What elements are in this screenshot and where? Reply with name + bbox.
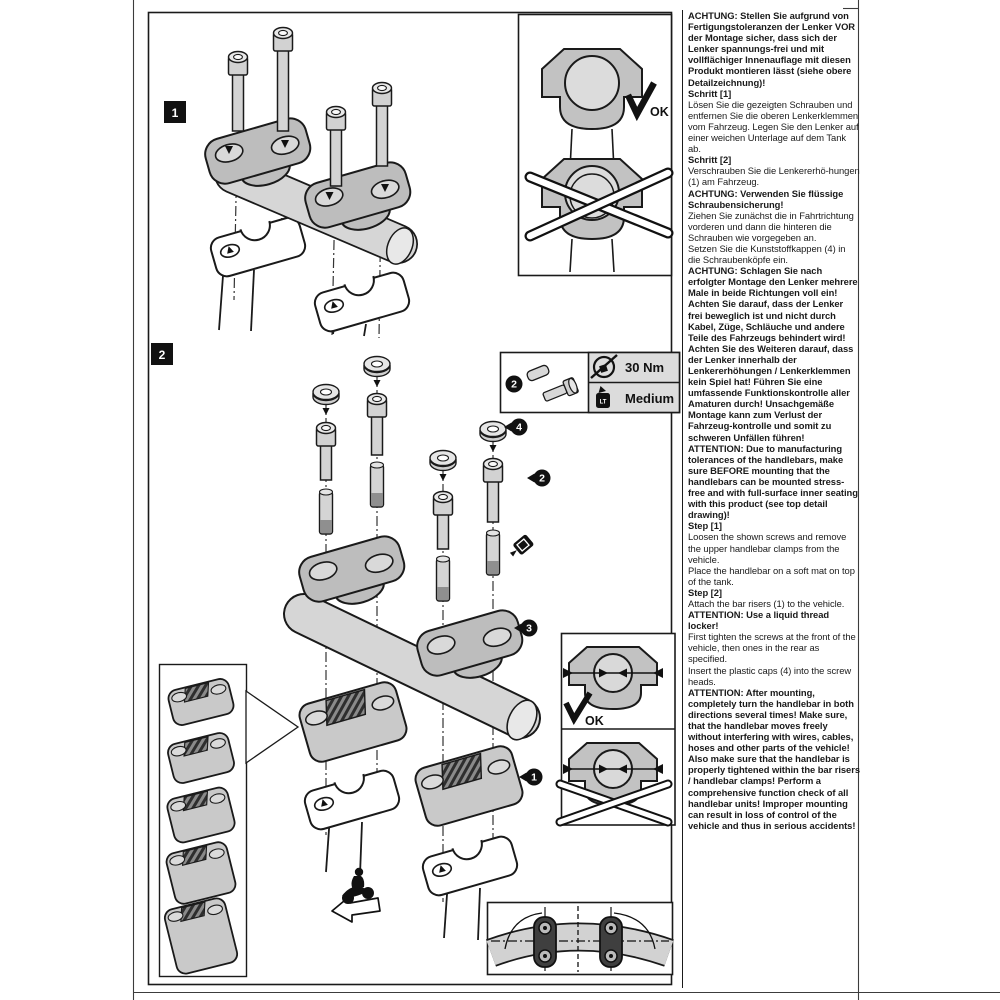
- step-badge-1-label: 1: [171, 106, 179, 120]
- torque-spec-box: [501, 353, 680, 413]
- en-step2-body2: First tighten the screws at the front of the vehicle, then ones in the rear as specified.: [688, 631, 856, 665]
- torque-value: 30 Nm: [625, 360, 665, 375]
- bar-clamp: [534, 917, 556, 967]
- svg-text:LT: LT: [599, 399, 607, 406]
- en-attention-premount: ATTENTION: Due to manufacturing tolerances of the handlebars, make sure BEFORE mounting that the handlebars can be mounted stress-free and with full-surface inner seating with this product (see top detail drawing)!: [688, 442, 858, 521]
- svg-text:4: 4: [516, 421, 522, 434]
- alignment-detail-box: [488, 903, 673, 975]
- bar-clamp: [600, 917, 622, 967]
- de-step2-body2: Ziehen Sie zunächst die in Fahrtrichtung vorderen und dann die hinteren die Schrauben wie vorgegeben an.: [688, 209, 854, 243]
- de-step2-body: Verschrauben Sie die Lenkererhö-hungen (1) am Fahrzeug.: [688, 165, 860, 188]
- ok-label: OK: [650, 105, 669, 119]
- en-step1-body2: Place the handlebar on a soft mat on top of the tank.: [688, 564, 855, 587]
- en-step2-body: Attach the bar risers (1) to the vehicle.: [688, 597, 845, 609]
- step-badge-2: [151, 343, 173, 365]
- instructions-column: [682, 10, 860, 988]
- svg-text:3: 3: [526, 622, 532, 635]
- ok-label: OK: [585, 714, 604, 728]
- threadlocked-stud: [320, 489, 333, 534]
- en-attention-final: ATTENTION: After mounting, completely turn the handlebar in both directions several times! Make sure, that the handlebar moves freely without interfering with wires, cables, hoses and other parts of the vehicle! Also make sure that the handlebar is properly tightened within the bar risers / handlebar clamps! Perform a comprehensive function check of all handlebar units! Improper mounting can result in loss of control of the vehicle and thus in serious accidents!: [688, 686, 860, 831]
- en-step1-body: Loosen the shown screws and remove the upper handlebar clamps from the vehicle.: [688, 531, 847, 565]
- de-attention-final: ACHTUNG: Schlagen Sie nach erfolgter Montage den Lenker mehrere Male in beide Richtungen voll ein! Achten Sie darauf, dass der Lenker frei beweglich ist und nicht durch Kabel, Züge, Schläuche und andere Teile des Fahrzeugs behindert wird! Achten Sie des Weiteren darauf, dass der Lenker innerhalb der Lenkererhöhungen / Lenkerklemmen kein Spiel hat! Führen Sie eine umfassende Funktionskontrolle aller Amaturen durch! Unsachgemäße Montage kann zum Verlust der Fahrzeug-kontrolle und somit zu schweren Unfällen führen!: [688, 265, 858, 443]
- en-step1-title: Step [1]: [688, 520, 722, 532]
- de-attention-premount: ACHTUNG: Stellen Sie aufgrund von Fertigungstoleranzen der Lenker VOR der Montage sicher, dass sich der Lenker spannungs-frei und mit vollflächiger Innenauflage mit diesen Produkt montieren lässt (siehe obere Detailzeichnung)!: [688, 10, 856, 88]
- de-step1-title: Schritt [1]: [688, 87, 732, 99]
- threadlocked-stud: [371, 462, 384, 507]
- threadlocked-stud: [487, 530, 500, 575]
- step-badge-2-label: 2: [158, 348, 166, 362]
- de-attention-locker: ACHTUNG: Verwenden Sie flüssige Schraubensicherung!: [688, 187, 844, 210]
- en-attention-locker: ATTENTION: Use a liquid thread locker!: [688, 609, 830, 632]
- clamping-detail-box: [560, 634, 675, 826]
- de-step2-title: Schritt [2]: [688, 154, 732, 166]
- de-step1-body: Lösen Sie die gezeigten Schrauben und entfernen Sie die oberen Lenkerklemmen vom Fahrzeug. Legen Sie den Lenker auf einer weichen Unterlage auf dem Tank ab.: [688, 98, 859, 155]
- de-step2-body3: Setzen Sie die Kunststoffkappen (4) in die Schraubenköpfe ein.: [688, 242, 846, 266]
- en-step2-body3: Insert the plastic caps (4) into the screw heads.: [688, 664, 852, 687]
- threadlocked-stud: [437, 556, 450, 601]
- en-step2-title: Step [2]: [688, 586, 722, 598]
- svg-text:1: 1: [531, 771, 537, 784]
- seating-detail-box: [519, 15, 672, 276]
- svg-text:2: 2: [511, 378, 517, 391]
- item-badge: [506, 376, 523, 393]
- locker-strength: Medium: [625, 391, 675, 406]
- step-badge-1: [164, 101, 186, 123]
- svg-text:2: 2: [539, 472, 545, 485]
